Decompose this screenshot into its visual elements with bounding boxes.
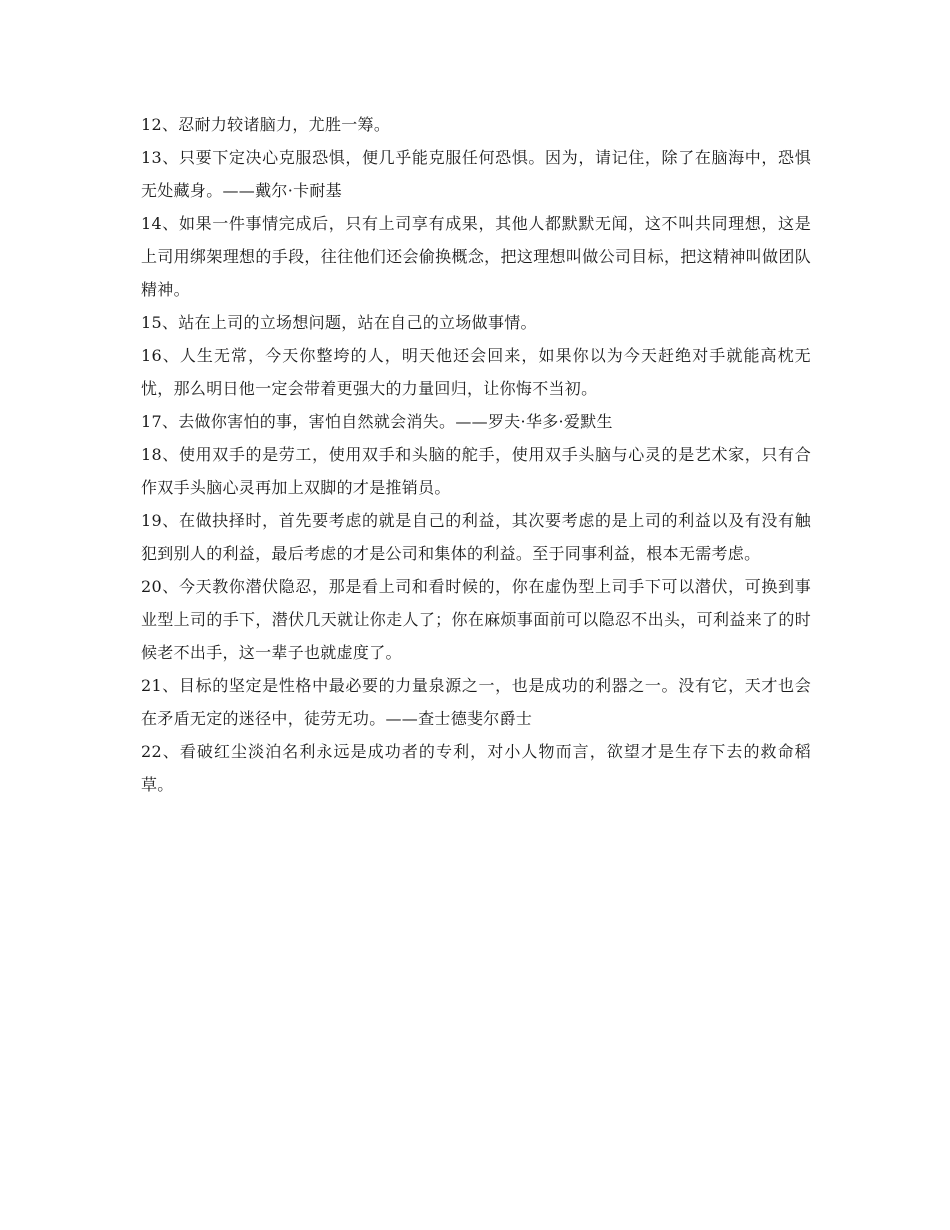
quote-paragraph-17: 17、去做你害怕的事，害怕自然就会消失。——罗夫·华多·爱默生 bbox=[141, 412, 613, 431]
quote-paragraph-15: 15、站在上司的立场想问题，站在自己的立场做事情。 bbox=[141, 313, 537, 332]
quote-paragraph-20: 20、今天教你潜伏隐忍，那是看上司和看时候的，你在虚伪型上司手下可以潜伏，可换到事业型上司的手下，潜伏几天就让你走人了；你在麻烦事面前可以隐忍不出头，可利益来了的时候老不出手，这一辈子也就虚度了。 bbox=[141, 577, 811, 662]
quote-paragraph-14: 14、如果一件事情完成后，只有上司享有成果，其他人都默默无闻，这不叫共同理想，这是上司用绑架理想的手段，往往他们还会偷换概念，把这理想叫做公司目标，把这精神叫做团队精神。 bbox=[141, 214, 811, 299]
quote-paragraph-18: 18、使用双手的是劳工，使用双手和头脑的舵手，使用双手头脑与心灵的是艺术家，只有合作双手头脑心灵再加上双脚的才是推销员。 bbox=[141, 445, 811, 497]
quote-paragraph-16: 16、人生无常，今天你整垮的人，明天他还会回来，如果你以为今天赶绝对手就能高枕无忧，那么明日他一定会带着更强大的力量回归，让你悔不当初。 bbox=[141, 346, 811, 398]
quote-paragraph-13: 13、只要下定决心克服恐惧，便几乎能克服任何恐惧。因为，请记住，除了在脑海中，恐惧无处藏身。——戴尔·卡耐基 bbox=[141, 148, 811, 200]
quote-paragraph-12: 12、忍耐力较诸脑力，尤胜一筹。 bbox=[141, 115, 391, 134]
document-body bbox=[141, 108, 811, 801]
quote-paragraph-19: 19、在做抉择时，首先要考虑的就是自己的利益，其次要考虑的是上司的利益以及有没有触犯到别人的利益，最后考虑的才是公司和集体的利益。至于同事利益，根本无需考虑。 bbox=[141, 511, 811, 563]
quote-paragraph-22: 22、看破红尘淡泊名利永远是成功者的专利，对小人物而言，欲望才是生存下去的救命稻草。 bbox=[141, 742, 811, 794]
quote-paragraph-21: 21、目标的坚定是性格中最必要的力量泉源之一，也是成功的利器之一。没有它，天才也会在矛盾无定的迷径中，徒劳无功。——查士德斐尔爵士 bbox=[141, 676, 811, 728]
